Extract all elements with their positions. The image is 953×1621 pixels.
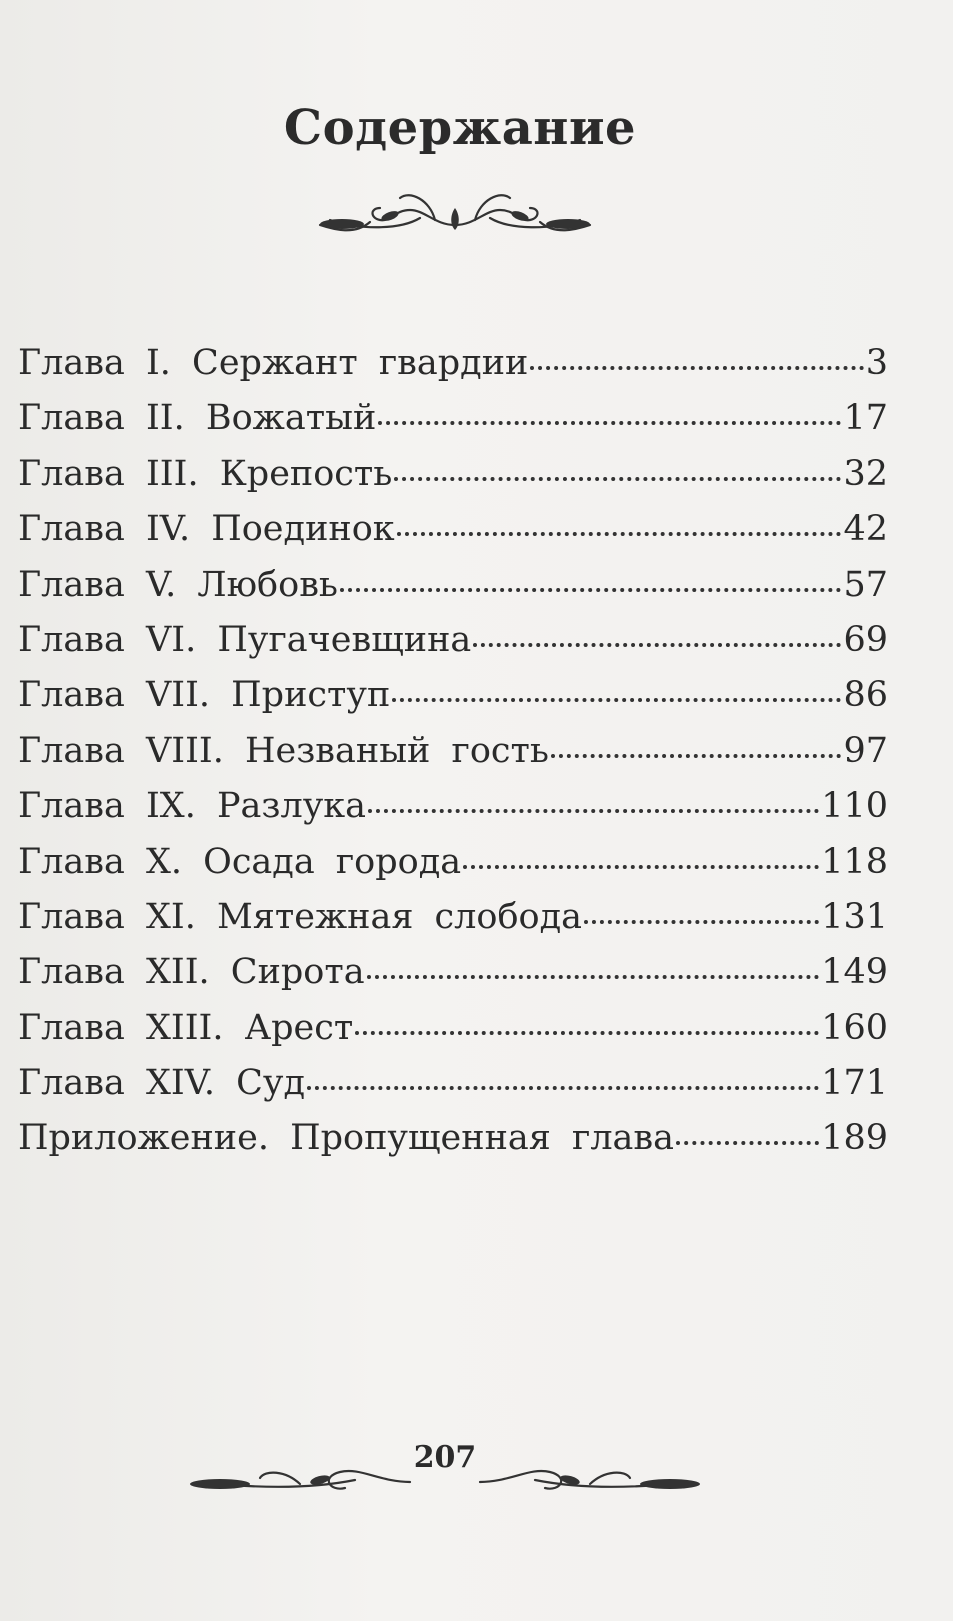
toc-entry	[18, 668, 888, 723]
toc-entry	[18, 890, 888, 945]
toc-entry-label: Глава VIII. Незваный гость	[18, 730, 549, 771]
dot-leader	[463, 835, 819, 869]
toc-entry	[18, 613, 888, 668]
toc-entry	[18, 835, 888, 890]
toc-entry	[18, 447, 888, 502]
toc-entry-page: 86	[843, 675, 888, 716]
toc-entry-label: Глава IX. Разлука	[18, 786, 367, 827]
dot-leader	[473, 613, 841, 647]
dot-leader	[378, 391, 841, 425]
toc-entry-page: 17	[843, 398, 888, 439]
toc-entry-page: 3	[865, 343, 888, 383]
toc-entry	[18, 1056, 888, 1111]
toc-entry-page: 57	[843, 564, 888, 605]
toc-entry-page: 110	[821, 786, 888, 827]
toc-entry-label: Глава XI. Мятежная слобода	[18, 896, 583, 937]
toc-entry-page: 131	[821, 896, 888, 937]
toc-entry-page: 118	[821, 841, 888, 882]
toc-entry-label: Глава II. Вожатый	[18, 398, 377, 439]
toc-entry-label: Глава VI. Пугачевщина	[18, 619, 472, 660]
toc-entry-page: 171	[821, 1063, 888, 1104]
dot-leader	[392, 668, 841, 702]
toc-entry-page: 160	[821, 1007, 888, 1048]
toc-entry-label: Глава I. Сержант гвардии	[18, 343, 529, 383]
toc-entry	[18, 1111, 888, 1166]
toc-entry-page: 69	[843, 619, 888, 660]
toc-entry	[18, 336, 888, 391]
toc-entry	[18, 945, 888, 1000]
table-of-contents	[18, 336, 888, 1167]
toc-entry-label: Приложение. Пропущенная глава	[18, 1118, 674, 1159]
toc-entry-page: 32	[843, 453, 888, 494]
toc-entry-label: Глава XIII. Арест	[18, 1007, 354, 1048]
toc-entry	[18, 779, 888, 834]
dot-leader	[355, 1001, 819, 1035]
page-title: Содержание	[283, 100, 637, 156]
toc-entry-page: 189	[821, 1118, 888, 1159]
floral-flourish-icon	[310, 180, 600, 240]
dot-leader	[676, 1111, 819, 1145]
toc-entry	[18, 724, 888, 779]
dot-leader	[584, 890, 819, 924]
toc-entry-label: Глава V. Любовь	[18, 564, 338, 605]
toc-entry-label: Глава XIV. Суд	[18, 1063, 306, 1104]
toc-entry	[18, 502, 888, 557]
toc-entry-page: 97	[843, 730, 888, 771]
dot-leader	[340, 558, 841, 592]
toc-entry-label: Глава IV. Поединок	[18, 509, 395, 550]
dot-leader	[367, 945, 820, 979]
dot-leader	[394, 447, 841, 481]
toc-entry-label: Глава XII. Сирота	[18, 952, 365, 993]
dot-leader	[530, 336, 863, 370]
dot-leader	[307, 1056, 819, 1090]
toc-entry-page: 149	[821, 952, 888, 993]
dot-leader	[397, 502, 842, 536]
toc-entry-page: 42	[843, 509, 888, 550]
toc-entry-label: Глава III. Крепость	[18, 453, 393, 494]
dot-leader	[368, 779, 819, 813]
toc-entry	[18, 1001, 888, 1056]
toc-entry-label: Глава VII. Приступ	[18, 675, 391, 716]
toc-entry	[18, 558, 888, 613]
dot-leader	[551, 724, 842, 758]
page-number: 207	[413, 1440, 477, 1475]
toc-entry-label: Глава X. Осада города	[18, 841, 462, 882]
toc-entry	[18, 391, 888, 446]
